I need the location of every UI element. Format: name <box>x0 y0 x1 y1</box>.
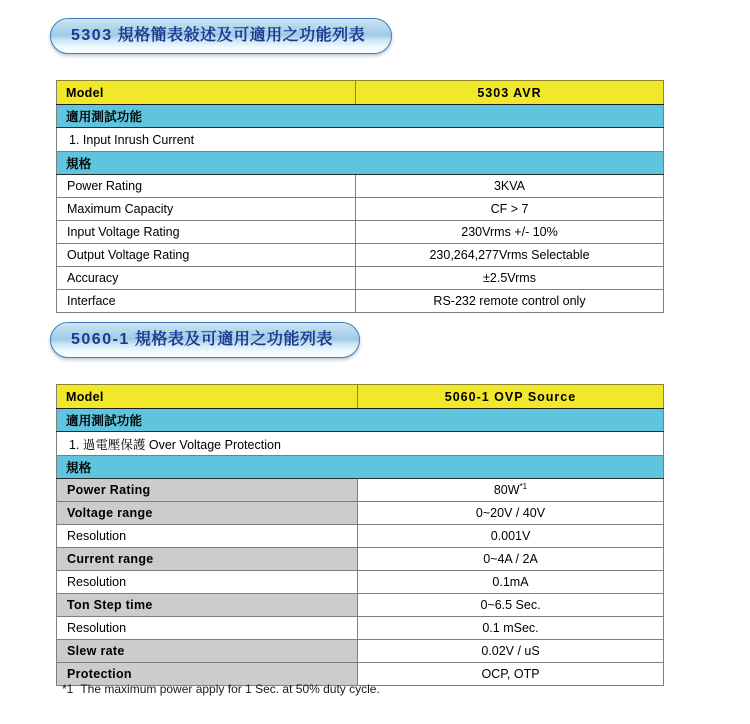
table-row <box>57 594 664 617</box>
spec-value: 0~20V / 40V <box>358 502 664 525</box>
spec-value: 3KVA <box>356 175 664 198</box>
spec-value-text: 80W <box>493 483 520 497</box>
spec-value: 0.1mA <box>358 571 664 594</box>
spec-value: 0.1 mSec. <box>358 617 664 640</box>
section-badge-code: 5303 <box>71 27 113 44</box>
spec-label: Interface <box>57 290 356 313</box>
spec-table-5303 <box>56 80 664 313</box>
spec-value: RS-232 remote control only <box>356 290 664 313</box>
spec-value: CF > 7 <box>356 198 664 221</box>
spec-value: 0~4A / 2A <box>358 548 664 571</box>
spec-value: 230,264,277Vrms Selectable <box>356 244 664 267</box>
footnote <box>62 682 380 696</box>
spec-value: 0.02V / uS <box>358 640 664 663</box>
model-value: 5303 AVR <box>356 81 664 105</box>
table-band-function <box>57 105 664 128</box>
function-item-text: 1. Input Inrush Current <box>57 128 664 152</box>
spec-label: Accuracy <box>57 267 356 290</box>
model-label: Model <box>57 81 356 105</box>
table-row-function-item <box>57 128 664 152</box>
spec-table-5060-1 <box>56 384 664 686</box>
table-row <box>57 290 664 313</box>
spec-value: 0.001V <box>358 525 664 548</box>
spec-label: Protection <box>57 663 358 686</box>
table-row <box>57 267 664 290</box>
spec-value: 230Vrms +/- 10% <box>356 221 664 244</box>
table-row <box>57 525 664 548</box>
section-badge-pill <box>50 18 392 54</box>
spec-label: Input Voltage Rating <box>57 221 356 244</box>
spec-label: Maximum Capacity <box>57 198 356 221</box>
spec-label: Current range <box>57 548 358 571</box>
table-band-spec <box>57 152 664 175</box>
spec-value: OCP, OTP <box>358 663 664 686</box>
band-spec-label: 規格 <box>57 456 664 479</box>
table-row <box>57 198 664 221</box>
spec-label: Voltage range <box>57 502 358 525</box>
section-badge-pill <box>50 322 360 358</box>
table-row <box>57 617 664 640</box>
spec-label: Power Rating <box>57 479 358 502</box>
spec-value-superscript: *1 <box>519 481 528 491</box>
spec-label: Resolution <box>57 525 358 548</box>
section-badge-code: 5060-1 <box>71 331 130 348</box>
section-badge-title: 規格表及可適用之功能列表 <box>134 331 333 348</box>
table-row <box>57 502 664 525</box>
band-function-label: 適用測試功能 <box>57 105 664 128</box>
table-row-model <box>57 385 664 409</box>
section-badge-title: 規格簡表敍述及可適用之功能列表 <box>117 27 366 44</box>
table-row <box>57 548 664 571</box>
footnote-text: The maximum power apply for 1 Sec. at 50% duty cycle. <box>80 682 380 696</box>
table-row <box>57 221 664 244</box>
table-band-function <box>57 409 664 432</box>
footnote-mark: *1 <box>62 682 74 696</box>
table-row-model <box>57 81 664 105</box>
function-item-text: 1. 過電壓保護 Over Voltage Protection <box>57 432 664 456</box>
band-spec-label: 規格 <box>57 152 664 175</box>
table-row <box>57 640 664 663</box>
model-label: Model <box>57 385 358 409</box>
band-function-label: 適用測試功能 <box>57 409 664 432</box>
table-band-spec <box>57 456 664 479</box>
spec-value <box>358 479 664 502</box>
table-row <box>57 479 664 502</box>
model-value: 5060-1 OVP Source <box>358 385 664 409</box>
table-row <box>57 175 664 198</box>
table-row <box>57 571 664 594</box>
spec-value: 0~6.5 Sec. <box>358 594 664 617</box>
spec-label: Ton Step time <box>57 594 358 617</box>
spec-value: ±2.5Vrms <box>356 267 664 290</box>
spec-label: Slew rate <box>57 640 358 663</box>
table-row <box>57 244 664 267</box>
spec-label: Resolution <box>57 617 358 640</box>
spec-label: Power Rating <box>57 175 356 198</box>
spec-label: Resolution <box>57 571 358 594</box>
spec-label: Output Voltage Rating <box>57 244 356 267</box>
section-badge-5060-1 <box>50 322 360 358</box>
section-badge-5303 <box>50 18 392 54</box>
table-row-function-item <box>57 432 664 456</box>
